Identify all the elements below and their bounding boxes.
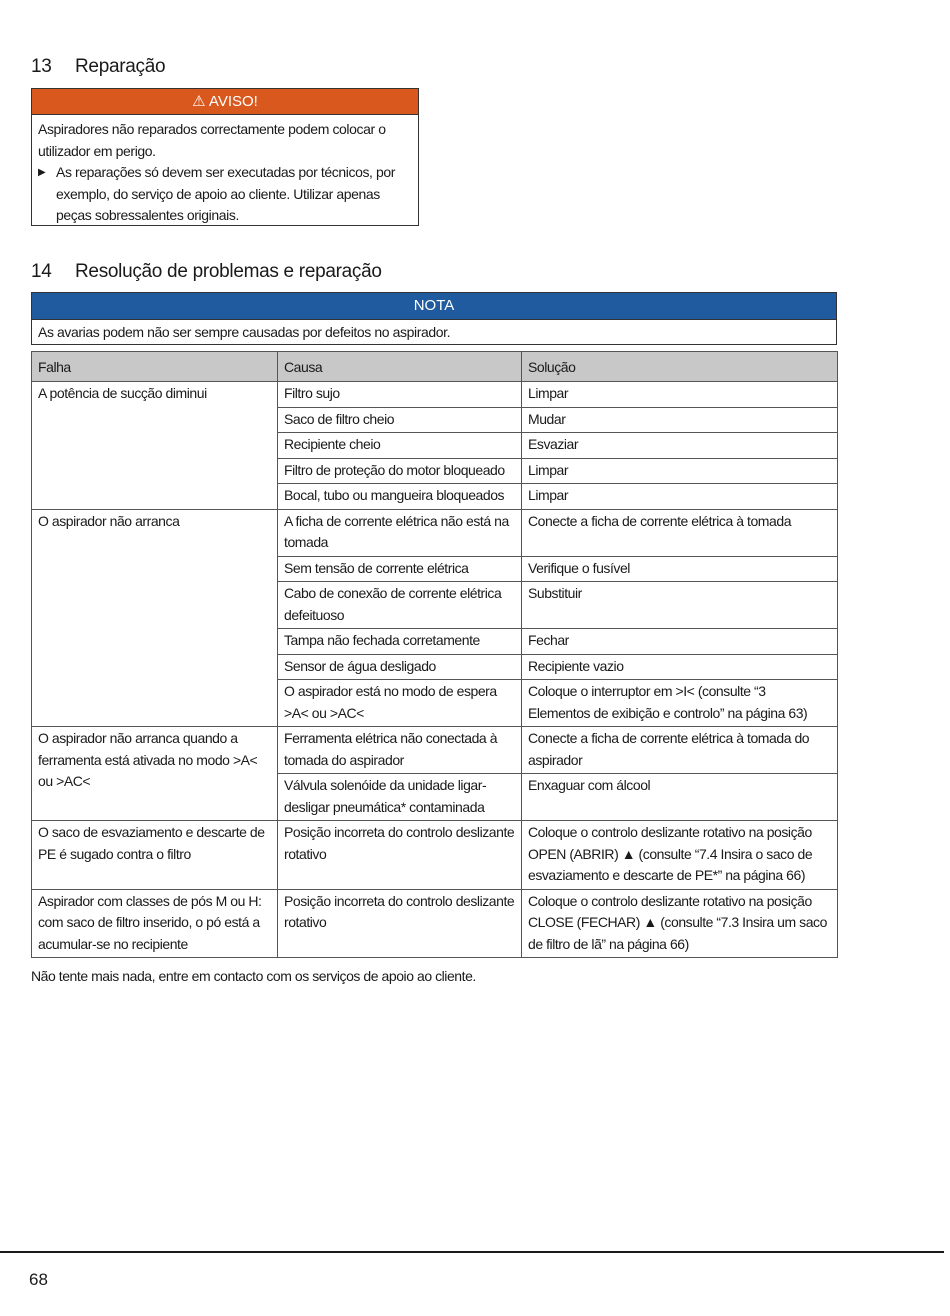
solution-cell: Coloque o controlo deslizante rotativo na posição OPEN (ABRIR) ▲ (consulte “7.4 Insira o saco de esvaziamento e descarte de PE*” na página 66) [522, 821, 838, 890]
solution-cell: Mudar [522, 407, 838, 433]
cause-cell: Sem tensão de corrente elétrica [278, 556, 522, 582]
cause-cell: Tampa não fechada corretamente [278, 629, 522, 655]
note-box [31, 292, 837, 345]
solution-cell: Enxaguar com álcool [522, 774, 838, 821]
solution-cell: Limpar [522, 382, 838, 408]
fault-cell: A potência de sucção diminui [32, 382, 278, 510]
cause-cell: Saco de filtro cheio [278, 407, 522, 433]
cause-cell: Sensor de água desligado [278, 654, 522, 680]
table-body [32, 382, 838, 958]
header-cause: Causa [278, 352, 522, 382]
footer-note: Não tente mais nada, entre em contacto com os serviços de apoio ao cliente. [31, 968, 476, 984]
solution-cell: Limpar [522, 458, 838, 484]
warning-label: ⚠ AVISO! [32, 89, 418, 115]
solution-cell: Limpar [522, 484, 838, 510]
cause-cell: Posição incorreta do controlo deslizante rotativo [278, 889, 522, 958]
warning-box [31, 88, 419, 226]
footer-rule [0, 1251, 944, 1253]
cause-cell: Cabo de conexão de corrente elétrica defeituoso [278, 582, 522, 629]
cause-cell: Válvula solenóide da unidade ligar-desligar pneumática* contaminada [278, 774, 522, 821]
table-row [32, 509, 838, 556]
solution-cell: Substituir [522, 582, 838, 629]
solution-cell: Verifique o fusível [522, 556, 838, 582]
table-row [32, 727, 838, 774]
warning-bullet: As reparações só devem ser executadas por técnicos, por exemplo, do serviço de apoio ao cliente. Utilizar apenas peças sobressalentes originais. [56, 164, 396, 223]
fault-cell: O saco de esvaziamento e descarte de PE é sugado contra o filtro [32, 821, 278, 890]
table-header-row [32, 352, 838, 382]
note-label: NOTA [32, 293, 836, 320]
section-number: 14 [31, 261, 52, 282]
table-row [32, 889, 838, 958]
section-title: Reparação [75, 56, 166, 77]
cause-cell: Filtro sujo [278, 382, 522, 408]
fault-cell: O aspirador não arranca quando a ferramenta está ativada no modo >A< ou >AC< [32, 727, 278, 821]
bullet-arrow-icon: ▶ [38, 167, 46, 178]
page-number: 68 [29, 1270, 48, 1289]
note-text: As avarias podem não ser sempre causadas por defeitos no aspirador. [38, 324, 451, 340]
section-title: Resolução de problemas e reparação [75, 261, 382, 282]
cause-cell: A ficha de corrente elétrica não está na tomada [278, 509, 522, 556]
section-13-heading [31, 56, 165, 78]
solution-cell: Coloque o controlo deslizante rotativo na posição CLOSE (FECHAR) ▲ (consulte “7.3 Insira um saco de filtro de lã” na página 66) [522, 889, 838, 958]
cause-cell: Posição incorreta do controlo deslizante rotativo [278, 821, 522, 890]
solution-cell: Coloque o interruptor em >I< (consulte “3 Elementos de exibição e controlo” na página 63) [522, 680, 838, 727]
table-row [32, 821, 838, 890]
solution-cell: Recipiente vazio [522, 654, 838, 680]
warning-text: Aspiradores não reparados correctamente podem colocar o utilizador em perigo. [38, 121, 386, 159]
troubleshooting-table [31, 351, 838, 958]
fault-cell: Aspirador com classes de pós M ou H: com saco de filtro inserido, o pó está a acumular-se no recipiente [32, 889, 278, 958]
solution-cell: Conecte a ficha de corrente elétrica à tomada do aspirador [522, 727, 838, 774]
section-number: 13 [31, 56, 52, 77]
fault-cell: O aspirador não arranca [32, 509, 278, 727]
cause-cell: Filtro de proteção do motor bloqueado [278, 458, 522, 484]
header-solution: Solução [522, 352, 838, 382]
cause-cell: Bocal, tubo ou mangueira bloqueados [278, 484, 522, 510]
section-14-heading [31, 261, 382, 283]
cause-cell: Recipiente cheio [278, 433, 522, 459]
solution-cell: Conecte a ficha de corrente elétrica à tomada [522, 509, 838, 556]
header-fault: Falha [32, 352, 278, 382]
cause-cell: O aspirador está no modo de espera >A< ou >AC< [278, 680, 522, 727]
solution-cell: Esvaziar [522, 433, 838, 459]
cause-cell: Ferramenta elétrica não conectada à tomada do aspirador [278, 727, 522, 774]
table-row [32, 382, 838, 408]
solution-cell: Fechar [522, 629, 838, 655]
